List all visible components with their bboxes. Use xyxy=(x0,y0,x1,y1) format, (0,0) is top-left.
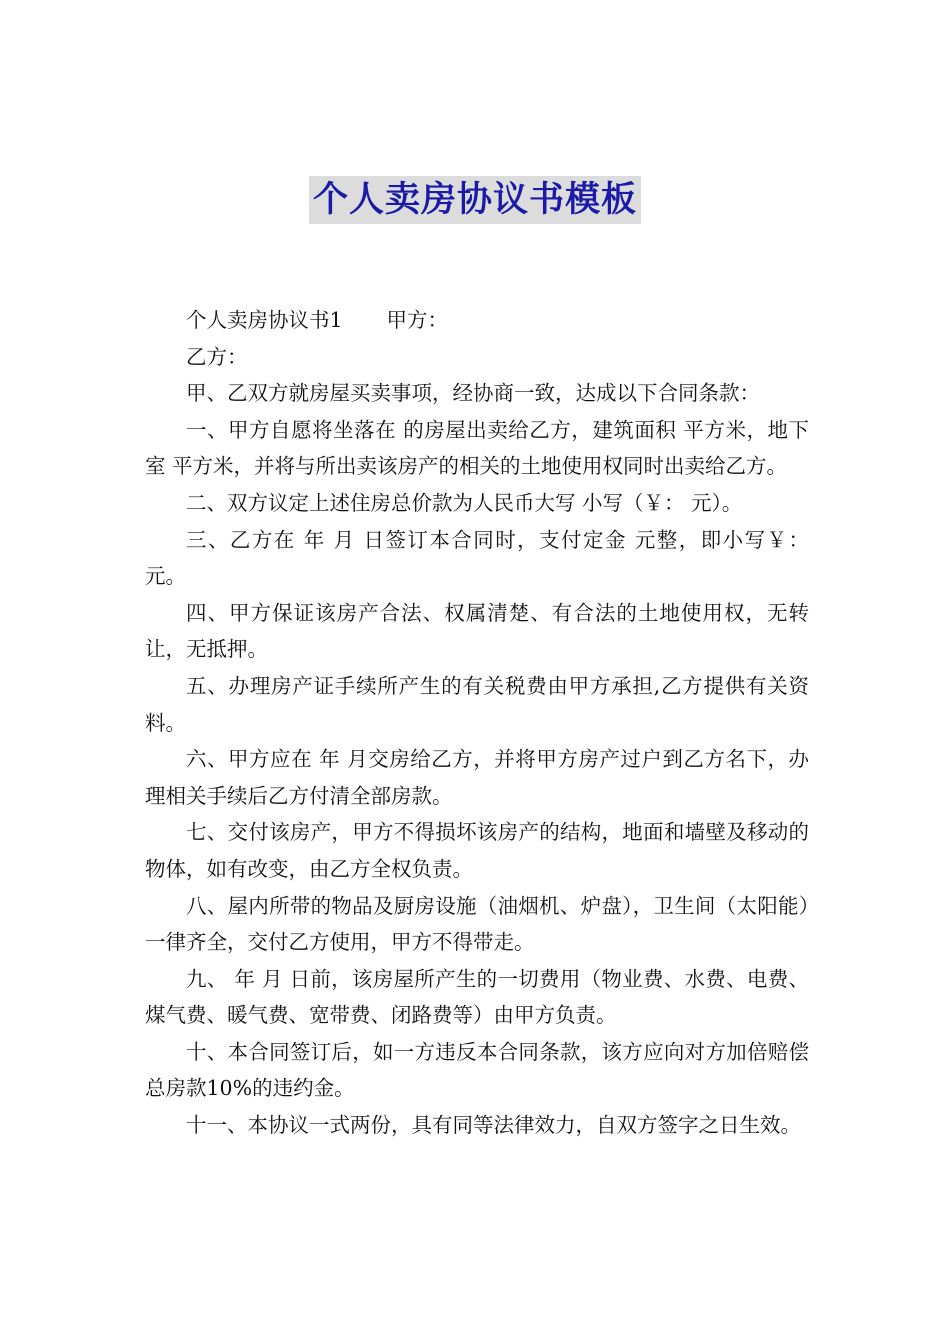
clause-2: 二、双方议定上述住房总价款为人民币大写 小写（￥： 元）。 xyxy=(186,490,743,515)
preamble: 甲、乙双方就房屋买卖事项，经协商一致，达成以下合同条款： xyxy=(186,381,760,406)
clause-7: 七、交付该房产，甲方不得损坏该房产的结构，地面和墙壁及移动的物体，如有改变，由乙方全权负责。 xyxy=(145,820,809,881)
party-b-line: 乙方： xyxy=(186,344,248,369)
clause-4: 四、甲方保证该房产合法、权属清楚、有合法的土地使用权，无转让，无抵押。 xyxy=(145,600,809,662)
clause-11: 十一、本协议一式两份，具有同等法律效力，自双方签字之日生效。 xyxy=(186,1113,801,1138)
clause-3: 三、乙方在 年 月 日签订本合同时，支付定金 元整，即小写￥： 元。 xyxy=(145,527,809,589)
clause-5: 五、办理房产证手续所产生的有关税费由甲方承担,乙方提供有关资料。 xyxy=(145,673,809,735)
opening-line xyxy=(145,302,809,339)
clause-9: 九、 年 月 日前，该房屋所产生的一切费用（物业费、水费、电费、煤气费、暖气费、宽带费、闭路费等）由甲方负责。 xyxy=(145,966,809,1028)
clause-10: 十、本合同签订后，如一方违反本合同条款，该方应向对方加倍赔偿总房款10%的违约金。 xyxy=(145,1039,809,1101)
party-a-label: 甲方： xyxy=(386,308,449,332)
clause-8: 八、屋内所带的物品及厨房设施（油烟机、炉盘），卫生间（太阳能）一律齐全，交付乙方使用，甲方不得带走。 xyxy=(145,893,809,955)
document-body xyxy=(145,302,809,1144)
title-container xyxy=(0,176,950,224)
document-title: 个人卖房协议书模板 xyxy=(309,176,641,224)
clause-6: 六、甲方应在 年 月交房给乙方，并将甲方房产过户到乙方名下，办理相关手续后乙方付清全部房款。 xyxy=(145,747,809,808)
clause-1: 一、甲方自愿将坐落在 的房屋出卖给乙方，建筑面积 平方米，地下室 平方米，并将与所出卖该房产的相关的土地使用权同时出卖给乙方。 xyxy=(145,417,809,479)
agreement-heading: 个人卖房协议书1 xyxy=(186,308,343,332)
